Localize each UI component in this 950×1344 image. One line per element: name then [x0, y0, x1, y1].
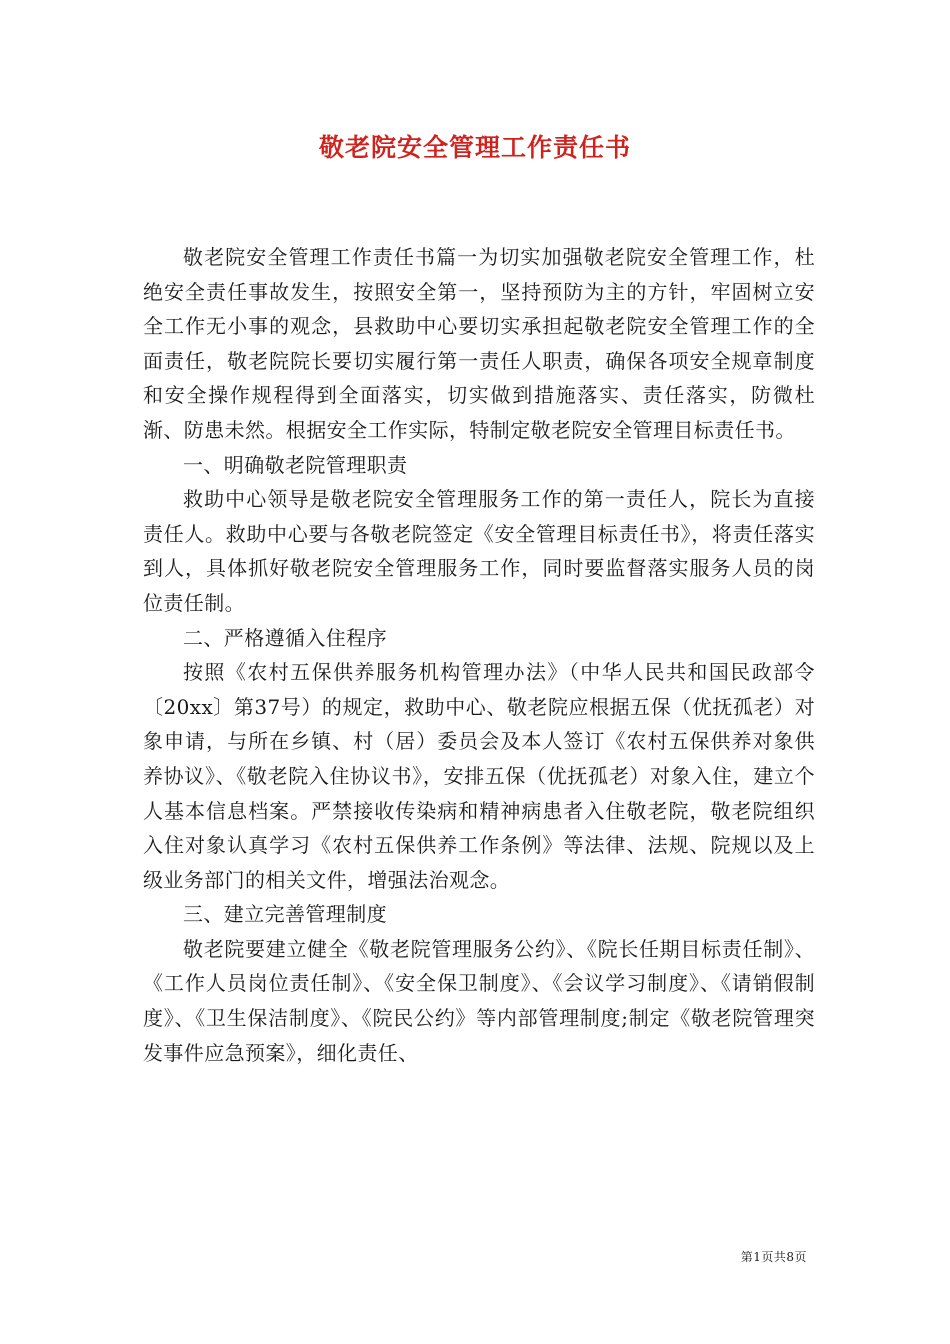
section-heading-1: 一、明确敬老院管理职责	[183, 452, 408, 477]
page-number: 第1页共8页	[740, 1250, 807, 1264]
intro-paragraph: 敬老院安全管理工作责任书篇一为切实加强敬老院安全管理工作，杜绝安全责任事故发生，按照安全第一，坚持预防为主的方针，牢固树立安全工作无小事的观念，县救助中心要切实承担起敬老院安全管理工作的全面责任，敬老院院长要切实履行第一责任人职责，确保各项安全规章制度和安全操作规程得到全面落实，切实做到措施落实、责任落实，防微杜渐、防患未然。根据安全工作实际，特制定敬老院安全管理目标责任书。	[143, 245, 815, 442]
document-title: 敬老院安全管理工作责任书	[318, 133, 631, 162]
section-heading-3: 三、建立完善管理制度	[183, 902, 387, 927]
section-body-1: 救助中心领导是敬老院安全管理服务工作的第一责任人，院长为直接责任人。救助中心要与各敬老院签定《安全管理目标责任书》，将责任落实到人，具体抓好敬老院安全管理服务工作，同时要监督落实服务人员的岗位责任制。	[143, 487, 815, 615]
document-body	[143, 240, 815, 1070]
section-body-3: 敬老院要建立健全《敬老院管理服务公约》、《院长任期目标责任制》、《工作人员岗位责任制》、《安全保卫制度》、《会议学习制度》、《请销假制度》、《卫生保洁制度》、《院民公约》等内部管理制度;制定《敬老院管理突发事件应急预案》，细化责任、	[143, 936, 815, 1065]
section-heading-2: 二、严格遵循入住程序	[183, 625, 387, 650]
section-body-2: 按照《农村五保供养服务机构管理办法》（中华人民共和国民政部令〔20xx〕第37号）的规定，救助中心、敬老院应根据五保（优抚孤老）对象申请，与所在乡镇、村（居）委员会及本人签订《农村五保供养对象供养协议》、《敬老院入住协议书》，安排五保（优抚孤老）对象入住，建立个人基本信息档案。严禁接收传染病和精神病患者入住敬老院，敬老院组织入住对象认真学习《农村五保供养工作条例》等法律、法规、院规以及上级业务部门的相关文件，增强法治观念。	[143, 660, 815, 892]
